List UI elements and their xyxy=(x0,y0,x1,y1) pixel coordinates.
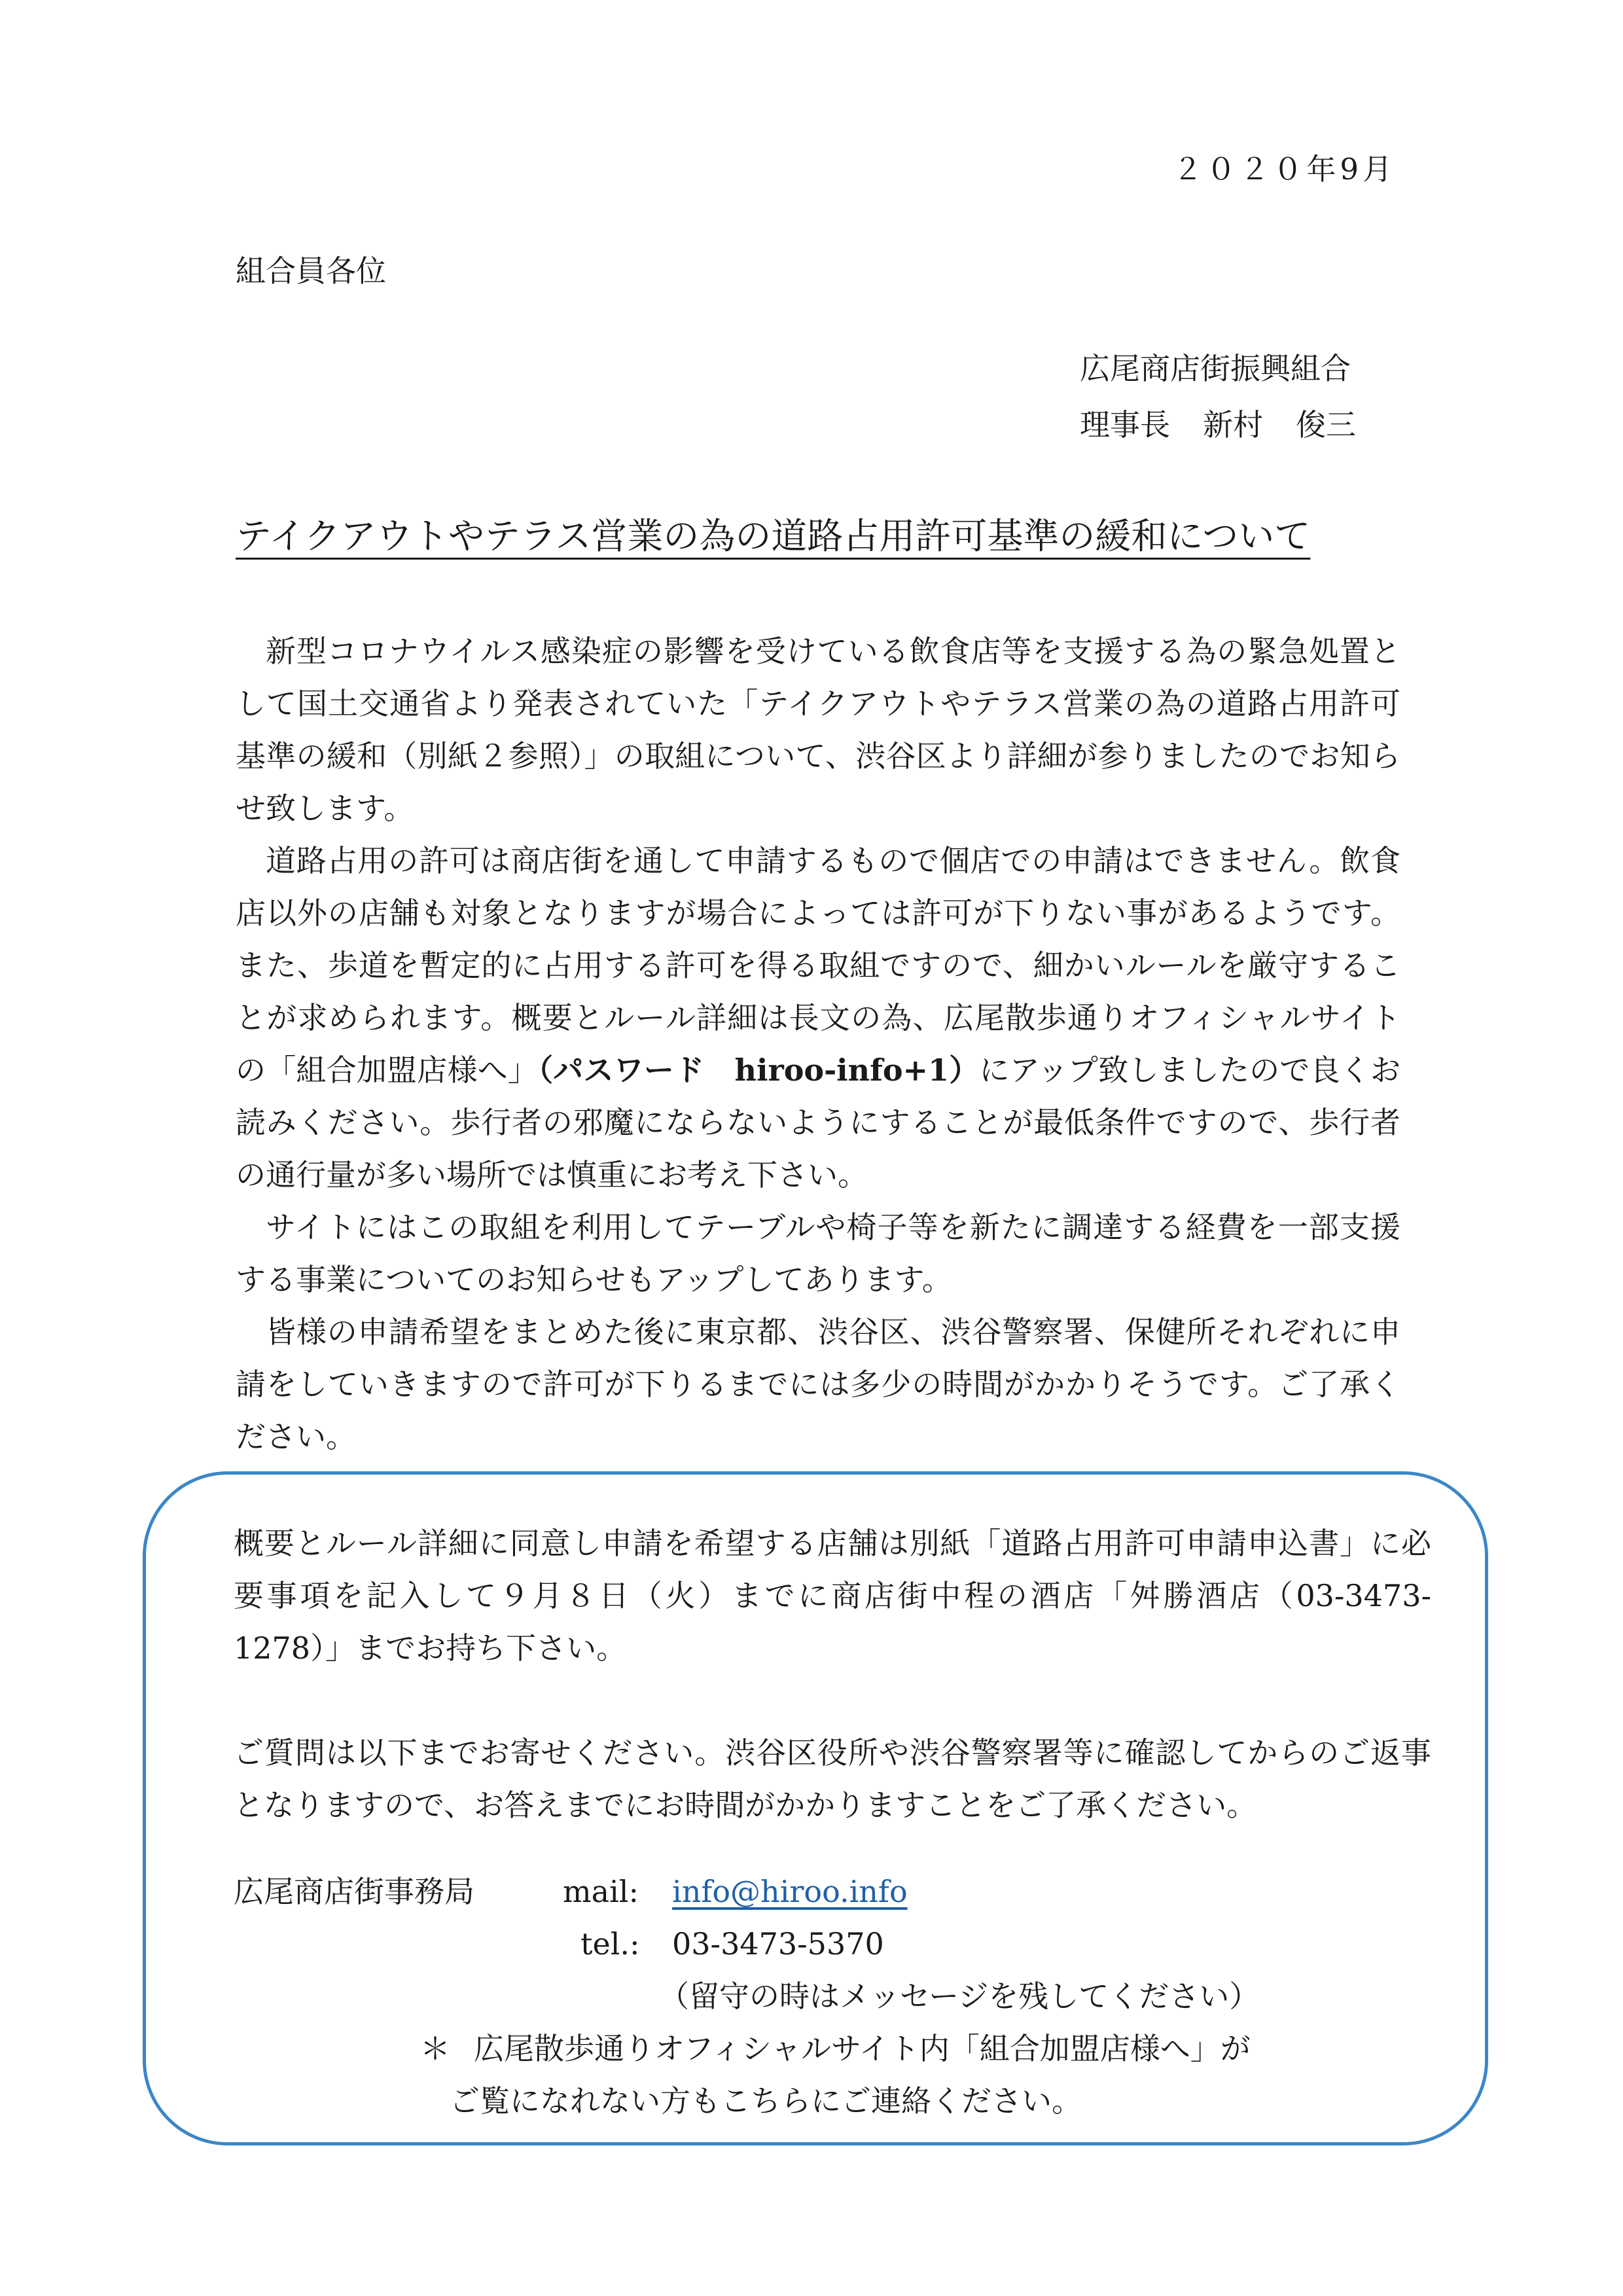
document-date: ２０２０年9月 xyxy=(1173,152,1396,187)
tel-label: tel.: xyxy=(580,1926,640,1962)
body-paragraph-3: サイトにはこの取組を利用してテーブルや椅子等を新たに調達する経費を一部支援する事業についてのお知らせもアップしてあります。 xyxy=(236,1210,1400,1297)
body-paragraph-2-start: 道路占用の許可は商店街を通して申請するもので個店での申請はできません。飲食店以外の店舗も対象となりますが場合によっては許可が下りない事があるようです。また、歩道を暫定的に占用する許可を得る取組ですので、細かいルールを厳守することが求められます。概要とルール詳細は長文の為、広尾散歩通りオフィシャルサイトの「組合加盟店様へ」 xyxy=(236,843,1400,1088)
footnote-row-2 xyxy=(234,2075,1431,2127)
sender-surname: 新村 xyxy=(1203,407,1263,442)
answering-machine-note: （留守の時はメッセージを残してください） xyxy=(659,1979,1260,2014)
body-paragraph-1: 新型コロナウイルス感染症の影響を受けている飲食店等を支援する為の緊急処置として国土交通省より発表されていた「テイクアウトやテラス営業の為の道路占用許可基準の緩和（別紙２参照）」の取組について、渋谷区より詳細が参りましたのでお知らせ致します。 xyxy=(236,634,1400,826)
application-instructions: 概要とルール詳細に同意し申請を希望する店舗は別紙「道路占用許可申請申込書」に必要事項を記入して９月８日（火）までに商店街中程の酒店「舛勝酒店（03-3473-1278）」までお持ち下さい。 xyxy=(234,1526,1431,1666)
footnote-text-1: 広尾散歩通りオフィシャルサイト内「組合加盟店様へ」が xyxy=(474,2031,1251,2066)
contact-mail-row xyxy=(234,1865,1431,1918)
password-note: （パスワード hiroo-info+1） xyxy=(538,1052,980,1088)
recipient: 組合員各位 xyxy=(236,253,386,289)
spacer xyxy=(234,1674,1431,1727)
footnote-row-1 xyxy=(234,2022,1431,2075)
info-box-text xyxy=(234,1517,1431,1831)
document-body xyxy=(236,625,1400,1463)
sender-organization: 広尾商店街振興組合 xyxy=(1080,351,1351,386)
document-title: テイクアウトやテラス営業の為の道路占用許可基準の緩和について xyxy=(236,515,1311,557)
body-paragraph-2 xyxy=(236,834,1400,1201)
email-link[interactable]: info@hiroo.info xyxy=(672,1874,908,1909)
footnote-line-1 xyxy=(420,2022,1251,2075)
body-paragraph-2-end: にアップ致しましたので良くお読みください。歩行者の邪魔にならないようにすることが最低条件ですので、歩行者の通行量が多い場所では慎重にお考え下さい。 xyxy=(236,1052,1400,1193)
sender-given-name: 俊三 xyxy=(1296,407,1356,442)
contact-block xyxy=(234,1865,1431,2127)
tel-number: 03-3473-5370 xyxy=(672,1926,884,1962)
inquiry-note: ご質問は以下までお寄せください。渋谷区役所や渋谷警察署等に確認してからのご返事となりますので、お答えまでにお時間がかかりますことをご了承ください。 xyxy=(234,1735,1431,1823)
asterisk-icon: ＊ xyxy=(420,2031,450,2066)
sender-role: 理事長 xyxy=(1080,407,1170,442)
body-paragraph-4: 皆様の申請希望をまとめた後に東京都、渋谷区、渋谷警察署、保健所それぞれに申請をしていきますので許可が下りるまでには多少の時間がかかりそうです。ご了承ください。 xyxy=(236,1314,1401,1454)
sender-representative xyxy=(1080,397,1356,453)
contact-tel-note-row xyxy=(234,1970,1431,2022)
footnote-text-2: ご覧になれない方もこちらにご連絡ください。 xyxy=(450,2083,1082,2119)
office-name: 広尾商店街事務局 xyxy=(234,1874,474,1909)
sender-block xyxy=(1080,340,1356,453)
contact-tel-row xyxy=(234,1918,1431,1970)
mail-label: mail: xyxy=(563,1874,639,1909)
